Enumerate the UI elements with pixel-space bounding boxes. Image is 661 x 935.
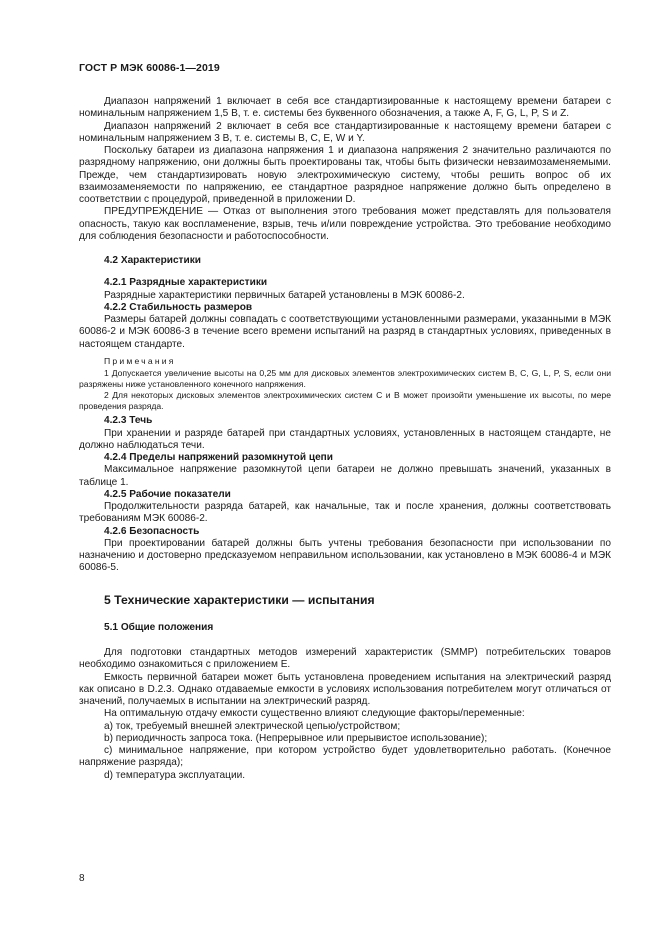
heading-5-1: 5.1 Общие положения	[104, 621, 214, 633]
heading-4-2-1: 4.2.1 Разрядные характеристики	[104, 277, 268, 289]
heading-4-2-4: 4.2.4 Пределы напряжений разомкнутой цепи	[104, 452, 333, 464]
paragraph-5-1-a: Для подготовки стандартных методов измерений характеристик (SMMP) потребительских товаров необходимо ознакомиться с приложением Е.	[79, 647, 611, 671]
paragraph-voltage-range-1: Диапазон напряжений 1 включает в себя все стандартизированные к настоящему времени батареи с номинальным напряжением 1,5 В, т. е. системы без буквенного обозначения, а также А, F, G, L, P, S и Z.	[79, 96, 611, 120]
heading-4-2-5: 4.2.5 Рабочие показатели	[104, 488, 231, 500]
list-item: d) температура эксплуатации.	[104, 769, 246, 781]
section-5-heading: 5 Технические характеристики — испытания	[104, 592, 375, 607]
paragraph-voltage-range-2: Диапазон напряжений 2 включает в себя все стандартизированные к настоящему времени батареи с номинальным напряжением 3 В, т. е. системы В, С, Е, W и Y.	[79, 120, 611, 144]
note-1: 1 Допускается увеличение высоты на 0,25 мм для дисковых элементов электрохимических систем В, С, G, L, P, S, если они разряжены ниже установленного конечного напряжения.	[79, 368, 611, 390]
document-body	[79, 96, 611, 782]
heading-4-2: 4.2 Характеристики	[104, 255, 201, 266]
heading-4-2-3: 4.2.3 Течь	[104, 415, 153, 427]
paragraph-interchangeability: Поскольку батареи из диапазона напряжения 1 и диапазона напряжения 2 значительно различаются по разрядному напряжению, они должны быть проектированы так, чтобы быть физически невзаимозаменяемыми. Прежде, чем стандартизировать новую электрохимическую систему, чтобы решить вопрос об их взаимозаменяемости по напряжению, ее стандартное разрядное напряжение должно быть определено в соответствии с процедурой, приведенной в приложении D.	[79, 145, 611, 205]
note-2: 2 Для некоторых дисковых элементов электрохимических систем C и B может произойти уменьшение их высоты, по мере проведения разряда.	[79, 389, 611, 411]
list-item: b) периодичность запроса тока. (Непрерывное или прерывистое использование);	[104, 732, 488, 744]
paragraph-4-2-4: Максимальное напряжение разомкнутой цепи батареи не должно превышать значений, указанных в таблице 1.	[79, 464, 611, 488]
page-number: 8	[79, 873, 85, 884]
warning-paragraph: ПРЕДУПРЕЖДЕНИЕ — Отказ от выполнения этого требования может представлять для пользователя опасность, такую как воспламенение, взрыв, течь и/или повреждение устройства. Это требование необходимо для соблюдения безопасности и работоспособности.	[79, 206, 611, 242]
notes-title: Примечания	[104, 355, 176, 366]
notes-block	[79, 356, 611, 412]
heading-4-2-2: 4.2.2 Стабильность размеров	[104, 301, 253, 313]
paragraph-4-2-1: Разрядные характеристики первичных батарей установлены в МЭК 60086-2.	[104, 289, 465, 301]
paragraph-4-2-2: Размеры батарей должны совпадать с соответствующими установленными размерами, указанными в МЭК 60086-2 и МЭК 60086-3 в течение всего времени испытаний на разряд в стандартных условиях, приведенных в настоящем стандарте.	[79, 314, 611, 350]
paragraph-4-2-3: При хранении и разряде батарей при стандартных условиях, установленных в настоящем стандарте, не должно наблюдаться течи.	[79, 427, 611, 451]
heading-4-2-6: 4.2.6 Безопасность	[104, 525, 200, 537]
paragraph-5-1-b: Емкость первичной батареи может быть установлена проведением испытания на электрический разряд как описано в D.2.3. Однако отдаваемые емкости в условиях использования потребителем могут отличаться от значений, получаемых в испытании на электрический разряд.	[79, 671, 611, 708]
paragraph-4-2-6: При проектировании батарей должны быть учтены требования безопасности при использовании по назначению и достоверно предсказуемом неправильном использовании, как установлено в МЭК 60086-4 и МЭК 60086-5.	[79, 537, 611, 574]
standard-header: ГОСТ Р МЭК 60086-1—2019	[79, 62, 220, 74]
list-item: c) минимальное напряжение, при котором устройство будет удовлетворительно работать. (Конечное напряжение разряда);	[79, 745, 611, 769]
paragraph-5-1-c: На оптимальную отдачу емкости существенно влияют следующие факторы/переменные:	[104, 708, 525, 720]
paragraph-4-2-5: Продолжительности разряда батарей, как начальные, так и после хранения, должны соответствовать требованиям МЭК 60086-2.	[79, 501, 611, 525]
list-item: a) ток, требуемый внешней электрической цепью/устройством;	[104, 720, 401, 732]
